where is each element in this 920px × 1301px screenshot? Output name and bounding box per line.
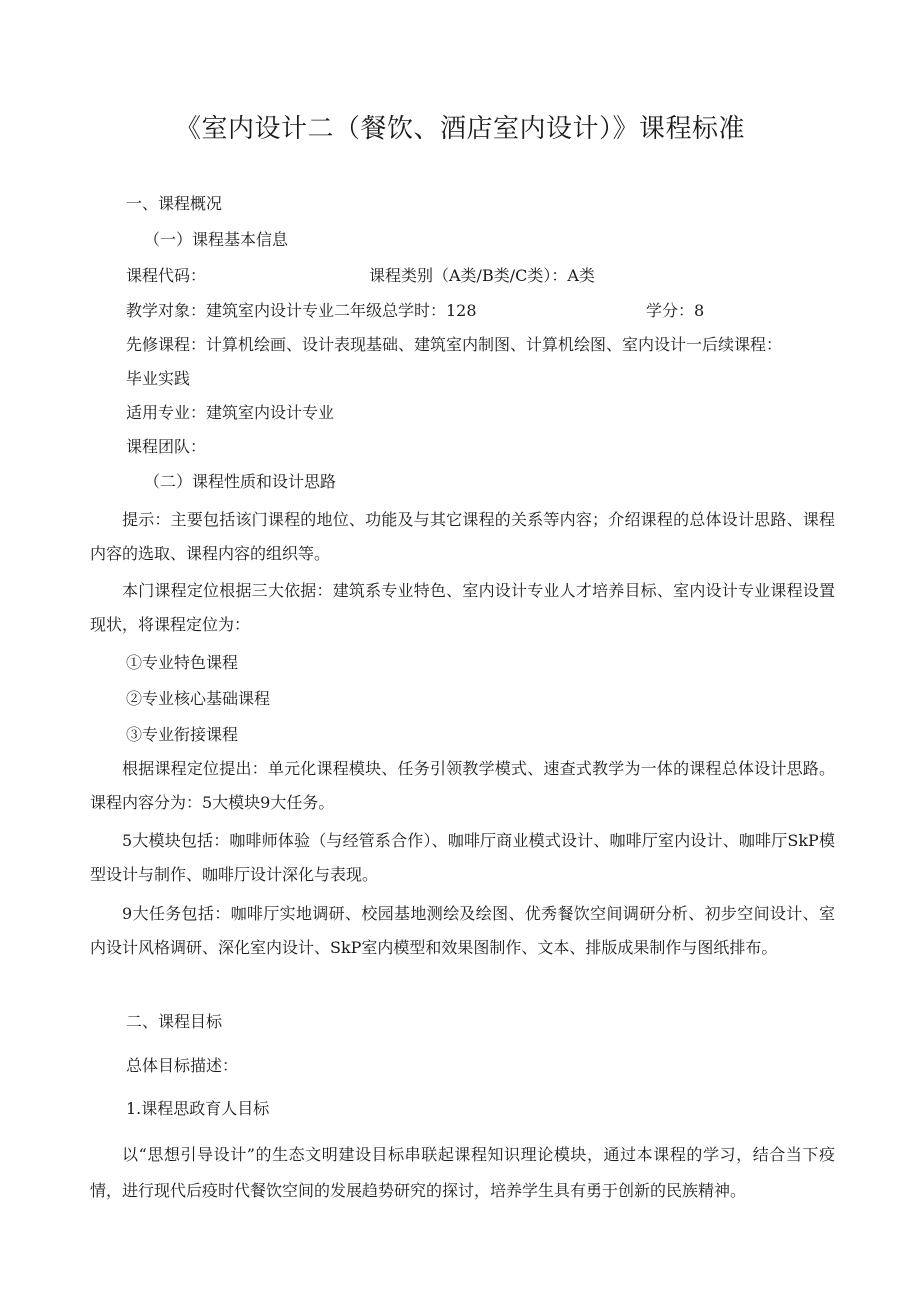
course-credit: 学分：8: [646, 301, 705, 320]
subsection-basic-info: （一）课程基本信息: [144, 230, 289, 249]
basis-paragraph: 根据课程定位提出：单元化课程模块、任务引领教学模式、速查式教学为一体的课程总体设计思路。课程内容分为：5大模块9大任务。: [90, 759, 835, 812]
list-item: ②专业核心基础课程: [126, 689, 271, 708]
subsection-nature-design: （二）课程性质和设计思路: [144, 472, 337, 491]
list-item: ①专业特色课程: [126, 653, 239, 672]
positioning-paragraph: 本门课程定位根据三大依据：建筑系专业特色、室内设计专业人才培养目标、室内设计专业课程设置现状，将课程定位为：: [90, 581, 835, 634]
list-item: ③专业衔接课程: [126, 725, 239, 744]
goal1-heading: 1.课程思政育人目标: [126, 1099, 270, 1118]
course-team: 课程团队：: [126, 437, 207, 456]
tasks-paragraph: 9大任务包括：咖啡厅实地调研、校园基地测绘及绘图、优秀餐饮空间调研分析、初步空间设计、室内设计风格调研、深化室内设计、SkP室内模型和效果图制作、文本、排版成果制作与图纸排布。: [90, 904, 835, 957]
prerequisite-courses: 先修课程：计算机绘画、设计表现基础、建筑室内制图、计算机绘图、室内设计一后续课程：: [126, 335, 783, 354]
tip-paragraph: 提示：主要包括该门课程的地位、功能及与其它课程的关系等内容；介绍课程的总体设计思路、课程内容的选取、课程内容的组织等。: [90, 510, 835, 563]
section-heading-overview: 一、课程概况: [126, 194, 223, 213]
course-code-label: 课程代码：: [126, 266, 207, 285]
teaching-target: 教学对象：建筑室内设计专业二年级总学时：128: [126, 301, 477, 320]
modules-paragraph: 5大模块包括：咖啡师体验（与经管系合作）、咖啡厅商业模式设计、咖啡厅室内设计、咖啡厅SkP模型设计与制作、咖啡厅设计深化与表现。: [90, 831, 835, 884]
course-category: 课程类别（A类/B类/C类）：A类: [369, 266, 595, 285]
section-heading-goals: 二、课程目标: [126, 1012, 223, 1031]
goal1-paragraph: 以“思想引导设计”的生态文明建设目标串联起课程知识理论模块，通过本课程的学习，结合当下疫情，进行现代后疫时代餐饮空间的发展趋势研究的探讨，培养学生具有勇于创新的民族精神。: [90, 1145, 835, 1200]
applicable-major: 适用专业：建筑室内设计专业: [126, 403, 335, 422]
overall-goal-heading: 总体目标描述：: [126, 1056, 239, 1075]
document-title: 《室内设计二（餐饮、酒店室内设计）》课程标准: [174, 114, 745, 144]
prerequisite-courses-cont: 毕业实践: [126, 369, 191, 388]
